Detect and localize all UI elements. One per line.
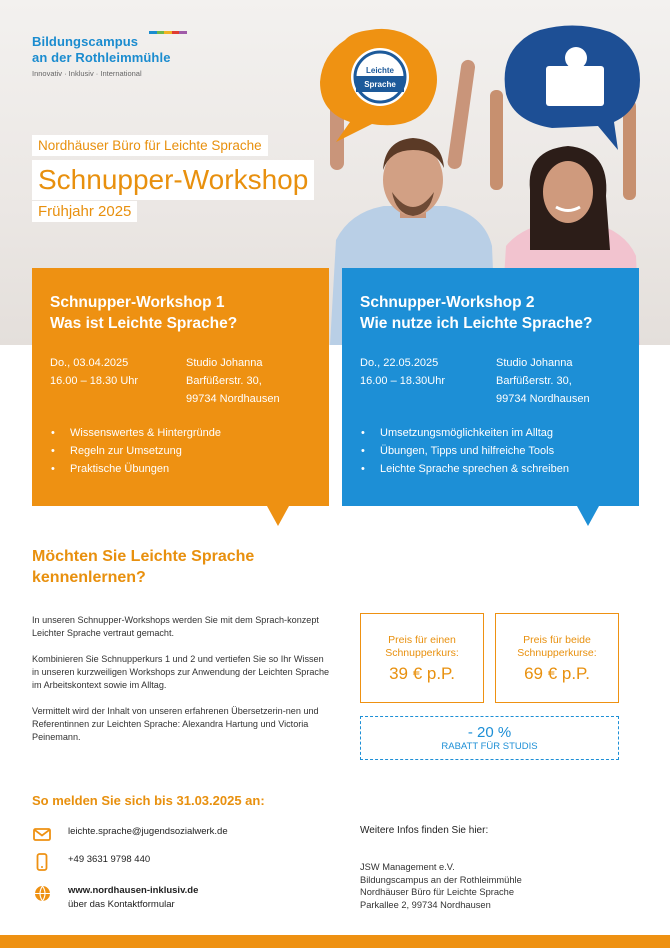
price-single-box [360, 613, 484, 703]
intro-heading-line1: Möchten Sie Leichte Sprache [32, 548, 255, 565]
footer-bar [0, 935, 670, 948]
logo-tagline: Innovativ · Inklusiv · International [32, 69, 142, 78]
logo-line1: Bildungscampus [32, 34, 139, 49]
badge-line1: Leichte [365, 66, 394, 75]
workshop-1-date: Do., 03.04.2025 [50, 357, 129, 369]
intro-paragraph-2: Kombinieren Sie Schnupperkurs 1 und 2 und vertiefen Sie so Ihr Wissen in unseren kurzweiligen Workshops zur Anwendung der Leichten Sprache im Arbeitskontext sowie im Alltag. [32, 654, 330, 690]
student-discount-box [360, 716, 619, 760]
workshop-2-details [360, 354, 621, 408]
workshop-1-details [50, 354, 311, 408]
website-link[interactable]: www.nordhausen-inklusiv.de [68, 885, 199, 896]
workshop-2-title-line1: Schnupper-Workshop 2 [360, 294, 535, 311]
contact-phone[interactable] [32, 854, 150, 870]
workshop-1-venue: Studio Johanna [186, 357, 263, 369]
address-block [360, 861, 522, 911]
list-item: • Regeln zur Umsetzung [50, 442, 311, 460]
logo [32, 34, 171, 78]
workshop-2-datetime [360, 354, 496, 408]
workshop-1-card [32, 268, 329, 506]
page-title: Schnupper-Workshop [32, 160, 314, 200]
workshop-2-date: Do., 22.05.2025 [360, 357, 439, 369]
workshop-1-topics [50, 424, 311, 478]
email-link[interactable]: leichte.sprache@jugendsozialwerk.de [68, 826, 228, 837]
list-item: • Übungen, Tipps und hilfreiche Tools [360, 442, 621, 460]
speech-pointer [577, 506, 599, 526]
workshop-2-street: Barfüßerstr. 30, [496, 375, 572, 387]
list-item: • Leichte Sprache sprechen & schreiben [360, 460, 621, 478]
globe-icon [32, 885, 52, 901]
header-season: Frühjahr 2025 [32, 201, 137, 222]
registration-heading: So melden Sie sich bis 31.03.2025 an: [32, 793, 265, 808]
address-line: Parkallee 2, 99734 Nordhausen [360, 899, 491, 910]
speech-pointer [267, 506, 289, 526]
intro-paragraph-1: In unseren Schnupper-Workshops werden Sie mit dem Sprach-konzept Leichter Sprache vertraut gemacht. [32, 615, 319, 638]
price-single-value: 39 € p.P. [389, 664, 455, 683]
website-note: über das Kontaktformular [68, 899, 175, 910]
workshop-1-title-line1: Schnupper-Workshop 1 [50, 294, 225, 311]
logo-line2: an der Rothleimmühle [32, 50, 171, 65]
workshop-1-title-line2: Was ist Leichte Sprache? [50, 315, 238, 332]
phone-number[interactable]: +49 3631 9798 440 [68, 854, 151, 865]
workshop-2-title [360, 292, 621, 334]
mail-icon [32, 826, 52, 842]
workshop-2-topics [360, 424, 621, 478]
workshop-1-title [50, 292, 311, 334]
contact-email[interactable] [32, 826, 228, 842]
workshop-1-city: 99734 Nordhausen [186, 393, 280, 405]
workshop-1-street: Barfüßerstr. 30, [186, 375, 262, 387]
workshop-1-time: 16.00 – 18.30 Uhr [50, 375, 139, 387]
workshop-1-datetime [50, 354, 186, 408]
badge-line2: Sprache [364, 80, 396, 89]
phone-icon [32, 854, 52, 870]
price-both-box [495, 613, 619, 703]
leichte-sprache-badge [356, 64, 404, 91]
infos-heading: Weitere Infos finden Sie hier: [360, 825, 489, 836]
price-single-label-2: Schnupperkurs: [385, 647, 459, 659]
website-text [68, 885, 198, 910]
price-both-label-2: Schnupperkurse: [517, 647, 597, 659]
price-both-label-1: Preis für beide [523, 634, 591, 646]
workshop-2-location [496, 354, 590, 408]
logo-stripe [172, 31, 180, 34]
workshop-2-city: 99734 Nordhausen [496, 393, 590, 405]
address-line: JSW Management e.V. [360, 862, 455, 872]
address-line: Bildungscampus an der Rothleimmühle [360, 874, 522, 885]
workshop-1-location [186, 354, 280, 408]
header-kicker: Nordhäuser Büro für Leichte Sprache [32, 135, 268, 156]
address-line: Nordhäuser Büro für Leichte Sprache [360, 887, 515, 897]
workshop-2-time: 16.00 – 18.30Uhr [360, 375, 446, 387]
workshop-2-card [342, 268, 639, 506]
list-item: • Umsetzungsmöglichkeiten im Alltag [360, 424, 621, 442]
intro-text [32, 614, 332, 757]
blue-speech-bubble [505, 25, 640, 150]
list-item: • Praktische Übungen [50, 460, 311, 478]
discount-value: - 20 % [467, 724, 512, 741]
workshop-2-title-line2: Wie nutze ich Leichte Sprache? [360, 315, 593, 332]
workshop-2-venue: Studio Johanna [496, 357, 573, 369]
logo-stripe [179, 31, 187, 34]
list-item: • Wissenswertes & Hintergründe [50, 424, 311, 442]
contact-website[interactable] [32, 885, 198, 910]
intro-paragraph-3: Vermittelt wird der Inhalt von unseren erfahrenen Übersetzerin-nen und Referentinnen zur Leichten Sprache: Alexandra Hartung und Victoria Peinemann. [32, 706, 319, 742]
discount-label: RABATT FÜR STUDIS [441, 741, 538, 752]
price-both-value: 69 € p.P. [524, 664, 590, 683]
intro-heading [32, 546, 254, 588]
intro-heading-line2: kennenlernen? [32, 569, 146, 586]
price-single-label-1: Preis für einen [388, 634, 456, 646]
